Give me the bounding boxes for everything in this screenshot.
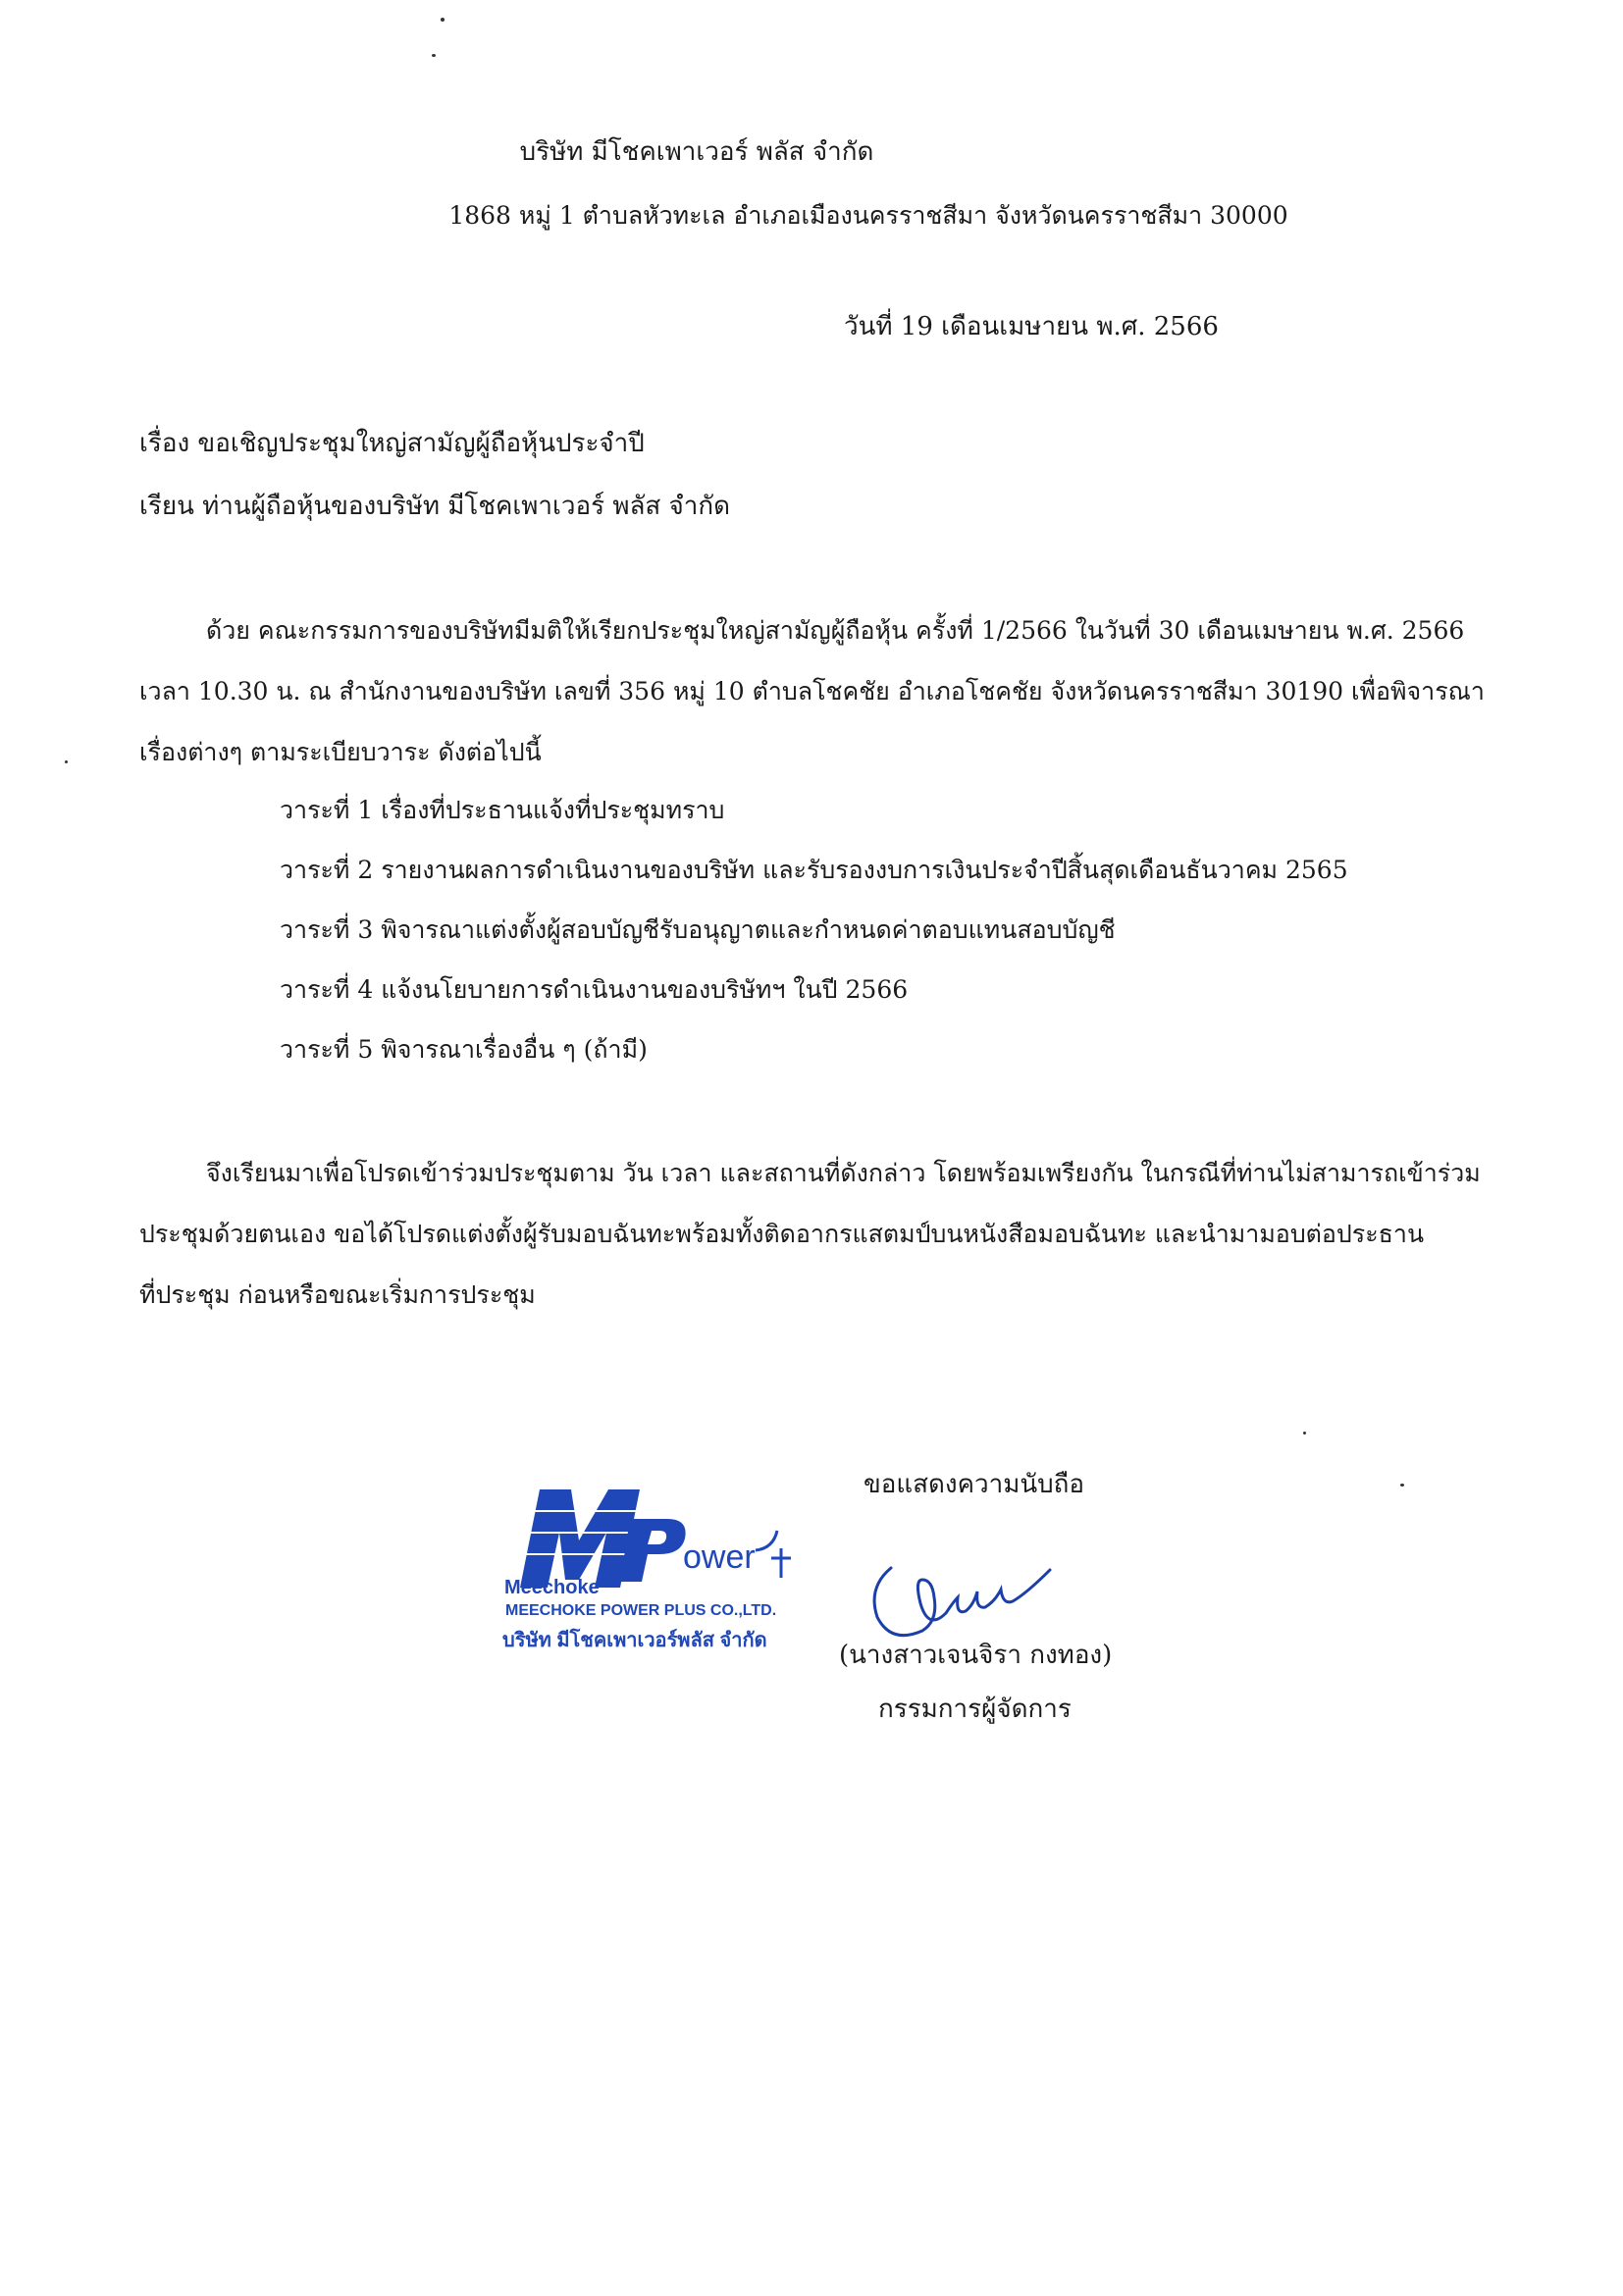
- scan-speck: [65, 760, 68, 763]
- signer-name: (นางสาวเจนจิรา กงทอง): [839, 1641, 1113, 1670]
- letter-subject: เรื่อง ขอเชิญประชุมใหญ่สามัญผู้ถือหุ้นประจำปี: [139, 429, 645, 458]
- company-seal-thai: บริษัท มีโชคเพาเวอร์พลัส จำกัด: [502, 1630, 767, 1651]
- intro-line: เรื่องต่างๆ ตามระเบียบวาระ ดังต่อไปนี้: [139, 738, 542, 766]
- company-seal-english: MEECHOKE POWER PLUS CO.,LTD.: [505, 1602, 777, 1619]
- intro-line: เวลา 10.30 น. ณ สำนักงานของบริษัท เลขที่ 356 หมู่ 10 ตำบลโชคชัย อำเภอโชคชัย จังหวัดนครราชสีมา 30190 เพื่อพิจารณา: [139, 677, 1485, 705]
- letter-date: วันที่ 19 เดือนเมษายน พ.ศ. 2566: [844, 312, 1219, 341]
- agenda-item: วาระที่ 1 เรื่องที่ประธานแจ้งที่ประชุมทราบ: [280, 796, 725, 824]
- scan-speck: [1400, 1484, 1404, 1487]
- agenda-item: วาระที่ 5 พิจารณาเรื่องอื่น ๆ (ถ้ามี): [280, 1035, 648, 1064]
- company-address: 1868 หมู่ 1 ตำบลหัวทะเล อำเภอเมืองนครราชสีมา จังหวัดนครราชสีมา 30000: [448, 201, 1288, 230]
- closing-line: จึงเรียนมาเพื่อโปรดเข้าร่วมประชุมตาม วัน เวลา และสถานที่ดังกล่าว โดยพร้อมเพรียงกัน ในกรณีที่ท่านไม่สามารถเข้าร่วม: [206, 1159, 1481, 1187]
- intro-line: ด้วย คณะกรรมการของบริษัทมีมติให้เรียกประชุมใหญ่สามัญผู้ถือหุ้น ครั้งที่ 1/2566 ในวันที่ 30 เดือนเมษายน พ.ศ. 2566: [206, 616, 1465, 645]
- agenda-item: วาระที่ 3 พิจารณาแต่งตั้งผู้สอบบัญชีรับอนุญาตและกำหนดค่าตอบแทนสอบบัญชี: [280, 915, 1116, 944]
- logo-ower-text: ower: [683, 1539, 756, 1576]
- closing-paragraph: [139, 1143, 1533, 1326]
- scan-speck: [1303, 1432, 1306, 1435]
- closing-line: ประชุมด้วยตนเอง ขอได้โปรดแต่งตั้งผู้รับมอบฉันทะพร้อมทั้งติดอากรแสตมป์บนหนังสือมอบฉันทะ และนำมามอบต่อประธาน: [139, 1220, 1425, 1248]
- scan-speck: [432, 54, 436, 57]
- scan-speck: [441, 18, 445, 22]
- agenda-list: [280, 780, 1348, 1079]
- signer-title: กรรมการผู้จัดการ: [878, 1695, 1072, 1724]
- agenda-item: วาระที่ 2 รายงานผลการดำเนินงานของบริษัท และรับรองงบการเงินประจำปีสิ้นสุดเดือนธันวาคม 2565: [280, 856, 1348, 884]
- agenda-item: วาระที่ 4 แจ้งนโยบายการดำเนินงานของบริษัทฯ ในปี 2566: [280, 975, 909, 1004]
- logo-plus-mark: [756, 1531, 791, 1578]
- company-name-header: บริษัท มีโชคเพาเวอร์ พลัส จำกัด: [519, 137, 874, 167]
- logo-p-glyph: [620, 1519, 686, 1582]
- intro-paragraph: [139, 600, 1533, 783]
- logo-brand-text: Meechoke: [504, 1577, 600, 1598]
- closing-phrase: ขอแสดงความนับถือ: [864, 1470, 1084, 1499]
- letter-recipient: เรียน ท่านผู้ถือหุ้นของบริษัท มีโชคเพาเวอร์ พลัส จำกัด: [139, 492, 730, 521]
- closing-line: ที่ประชุม ก่อนหรือขณะเริ่มการประชุม: [139, 1280, 536, 1309]
